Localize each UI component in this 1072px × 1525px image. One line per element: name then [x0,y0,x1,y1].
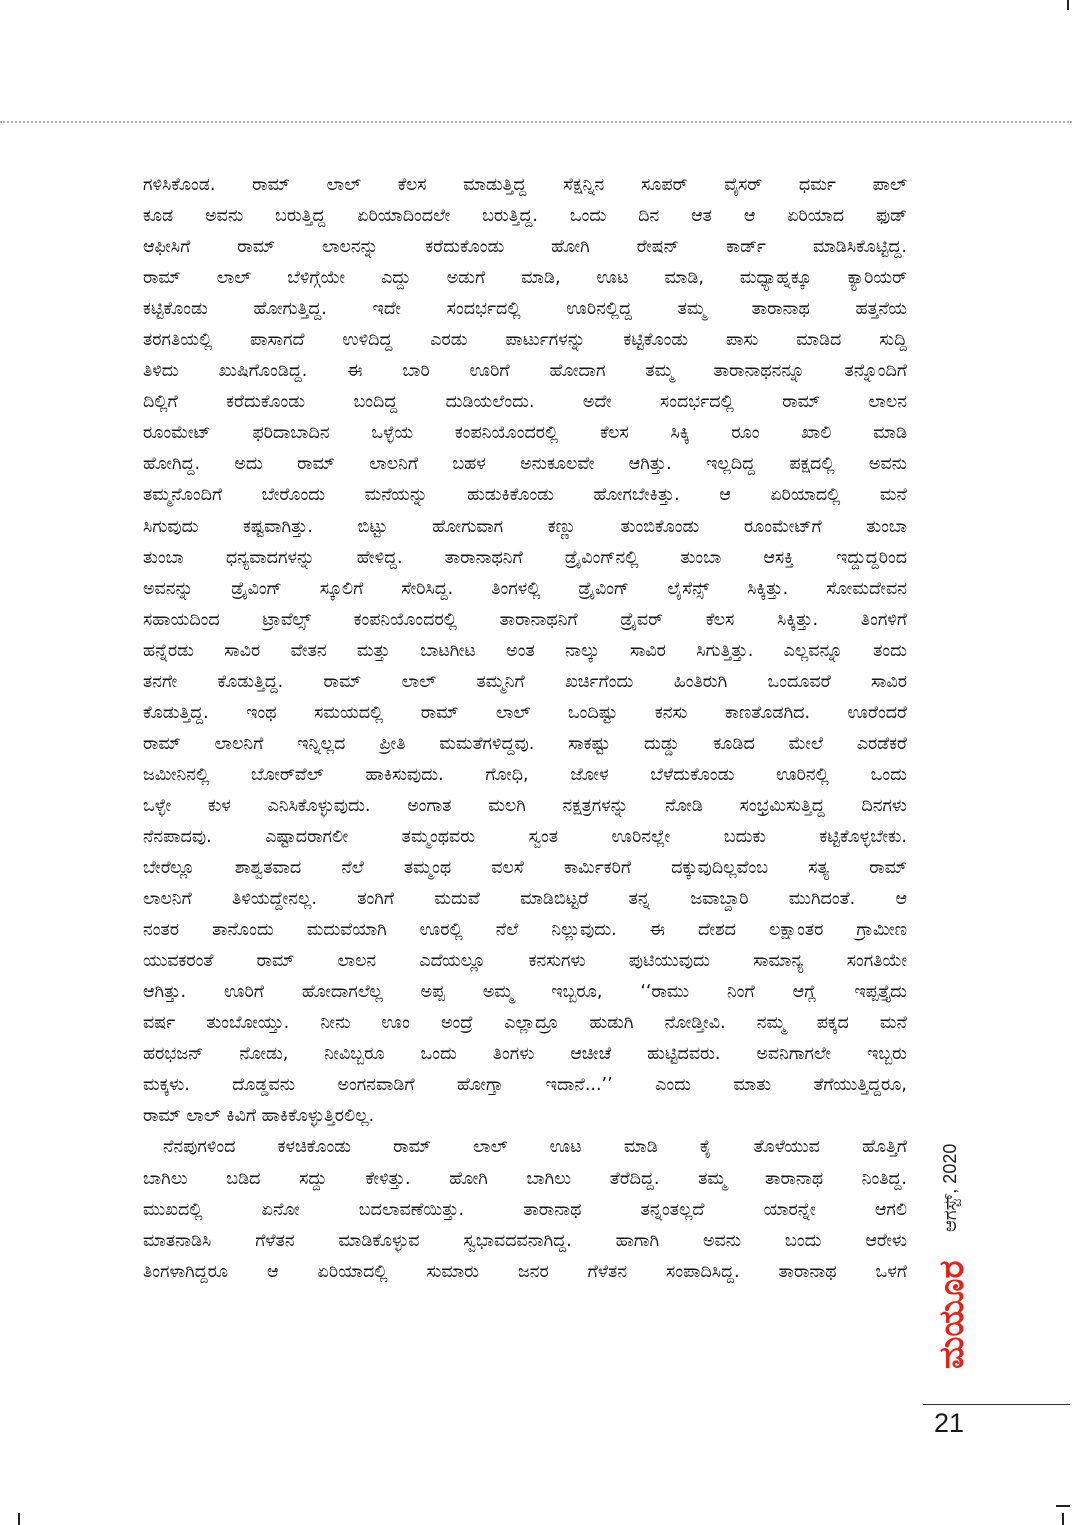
header-dotted-rule [0,121,1072,123]
text-line: ರಾಮ್ ಲಾಲನಿಗೆ ಇನ್ನಿಲ್ಲದ ಪ್ರೀತಿ ಮಮತೆಗಳಿದ್ದವು. ಸಾಕಷ್ಟು ದುಡ್ಡು ಕೂಡಿದ ಮೇಲೆ ಎರಡೆಕರೆ [143,733,907,754]
page-number: 21 [934,1408,965,1438]
text-line: ಸಹಾಯದಿಂದ ಟ್ರಾವೆಲ್ಸ್ ಕಂಪನಿಯೊಂದರಲ್ಲಿ ತಾರಾನಾಥನಿಗೆ ಡ್ರೈವರ್ ಕೆಲಸ ಸಿಕ್ಕಿತ್ತು. ತಿಂಗಳಿಗೆ [143,609,907,630]
text-line: ರಾಮ್ ಲಾಲ್ ಕಿವಿಗೆ ಹಾಕಿಕೊಳ್ಳುತ್ತಿರಲಿಲ್ಲ. [143,1106,375,1127]
crop-mark [1067,0,1069,10]
text-line: ಅವನನ್ನು ಡ್ರೈವಿಂಗ್ ಸ್ಕೂಲಿಗೆ ಸೇರಿಸಿದ್ದ. ತಿಂಗಳಲ್ಲಿ ಡ್ರೈವಿಂಗ್ ಲೈಸೆನ್ಸ್ ಸಿಕ್ಕಿತ್ತು. ಸೋಮದೇವನ [143,578,907,599]
text-line: ಹೋಗಿದ್ದ. ಅದು ರಾಮ್ ಲಾಲನಿಗೆ ಬಹಳ ಅನುಕೂಲವೇ ಆಗಿತ್ತು. ಇಲ್ಲದಿದ್ದ ಪಕ್ಷದಲ್ಲಿ ಅವನು [143,454,907,475]
crop-mark [18,1513,20,1525]
text-line: ಮುಖದಲ್ಲಿ ಏನೋ ಬದಲಾವಣೆಯಿತ್ತು. ತಾರಾನಾಥ ತನ್ನಂತಲ್ಲದೆ ಯಾರನ್ನೇ ಆಗಲಿ [143,1199,907,1220]
text-line: ಬೇರೆಲ್ಲೂ ಶಾಶ್ವತವಾದ ನೆಲೆ ತಮ್ಮಂಥ ವಲಸೆ ಕಾರ್ಮಿಕರಿಗೆ ದಕ್ಕುವುದಿಲ್ಲವೆಂಬ ಸತ್ಯ ರಾಮ್ [143,858,907,879]
text-line: ನೆನಪಾದವು. ಎಷ್ಟಾದರಾಗಲೀ ತಮ್ಮಂಥವರು ಸ್ವಂತ ಊರಿನಲ್ಲೇ ಬದುಕು ಕಟ್ಟಿಕೊಳ್ಳಬೇಕು. [143,826,907,847]
text-line: ಮಾತನಾಡಿಸಿ ಗೆಳೆತನ ಮಾಡಿಕೊಳ್ಳುವ ಸ್ವಭಾವದವನಾಗಿದ್ದ. ಹಾಗಾಗಿ ಅವನು ಬಂದು ಆರೇಳು [143,1230,907,1251]
footer-rule [923,1404,1070,1405]
text-line: ದಿಲ್ಲಿಗೆ ಕರೆದುಕೊಂಡು ಬಂದಿದ್ದ ದುಡಿಯಲೆಂದು. ಅದೇ ಸಂದರ್ಭದಲ್ಲಿ ರಾಮ್ ಲಾಲನ [143,392,907,413]
text-line: ಆಗಿತ್ತು. ಊರಿಗೆ ಹೋದಾಗಲೆಲ್ಲ ಅಪ್ಪ ಅಮ್ಮ ಇಬ್ಬರೂ, ‘‘ರಾಮು ನಿಂಗೆ ಆಗ್ಲೆ ಇಪ್ಪತ್ತೈದು [143,982,907,1003]
text-line: ಕಟ್ಟಿಕೊಂಡು ಹೋಗುತ್ತಿದ್ದ. ಇದೇ ಸಂದರ್ಭದಲ್ಲಿ ಊರಿನಲ್ಲಿದ್ದ ತಮ್ಮ ತಾರಾನಾಥ ಹತ್ತನೆಯ [143,299,907,320]
text-line: ತಿಂಗಳಾಗಿದ್ದರೂ ಆ ಏರಿಯಾದಲ್ಲಿ ಸುಮಾರು ಜನರ ಗೆಳೆತನ ಸಂಪಾದಿಸಿದ್ದ. ತಾರಾನಾಥ ಒಳಗೆ [143,1261,907,1282]
text-line: ರಾಮ್ ಲಾಲ್ ಬೆಳಿಗ್ಗೆಯೇ ಎದ್ದು ಅಡುಗೆ ಮಾಡಿ, ಊಟ ಮಾಡಿ, ಮಧ್ಯಾಹ್ನಕ್ಕೂ ಕ್ಯಾರಿಯರ್ [143,268,907,289]
crop-mark [1062,1513,1064,1525]
article-body [143,170,907,1288]
text-line: ತಿಳಿದು ಖುಷಿಗೊಂಡಿದ್ದ. ಈ ಬಾರಿ ಊರಿಗೆ ಹೋದಾಗ ತಮ್ಮ ತಾರಾನಾಥನನ್ನೂ ತನ್ನೊಂದಿಗೆ [143,361,907,382]
magazine-logo: ಮಯೂರ [932,1260,972,1370]
text-line: ತುಂಬಾ ಧನ್ಯವಾದಗಳನ್ನು ಹೇಳಿದ್ದ. ತಾರಾನಾಥನಿಗೆ ಡ್ರೈವಿಂಗ್‌ನಲ್ಲಿ ತುಂಬಾ ಆಸಕ್ತಿ ಇದ್ದುದ್ದರಿಂದ [143,547,907,568]
text-line: ಮಕ್ಕಳು. ದೊಡ್ಡವನು ಅಂಗನವಾಡಿಗೆ ಹೋಗ್ತಾ ಇದಾನೆ...’’ ಎಂದು ಮಾತು ತೆಗೆಯುತ್ತಿದ್ದರೂ, [143,1075,907,1096]
text-line: ಬಾಗಿಲು ಬಡಿದ ಸದ್ದು ಕೇಳಿತ್ತು. ಹೋಗಿ ಬಾಗಿಲು ತೆರೆದಿದ್ದ. ತಮ್ಮ ತಾರಾನಾಥ ನಿಂತಿದ್ದ. [143,1168,907,1189]
text-line: ಯುವಕರಂತೆ ರಾಮ್ ಲಾಲನ ಎದೆಯಲ್ಲೂ ಕನಸುಗಳು ಪುಟಿಯುವುದು ಸಾಮಾನ್ಯ ಸಂಗತಿಯೇ [143,951,907,972]
issue-date: ಆಗಸ್ಟ್, 2020 [940,1143,960,1232]
text-line: ಗಳಿಸಿಕೊಂಡ. ರಾಮ್ ಲಾಲ್ ಕೆಲಸ ಮಾಡುತ್ತಿದ್ದ ಸೆಕ್ಷನ್ನಿನ ಸೂಪರ್ ವೈಸರ್ ಧರ್ಮ ಪಾಲ್ [143,175,907,195]
text-line: ವರ್ಷ ತುಂಬೋಯ್ತು. ನೀನು ಊಂ ಅಂದ್ರೆ ಎಲ್ಲಾದ್ರೂ ಹುಡುಗಿ ನೋಡ್ತೀವಿ. ನಮ್ಮ ಪಕ್ಕದ ಮನೆ [143,1013,907,1034]
text-line: ಜಮೀನಿನಲ್ಲಿ ಬೋರ್‌ವೆಲ್ ಹಾಕಿಸುವುದು. ಗೋಧಿ, ಜೋಳ ಬೆಳೆದುಕೊಂಡು ಊರಿನಲ್ಲಿ ಒಂದು [143,764,907,785]
text-line: ಒಳ್ಳೇ ಕುಳ ಎನಿಸಿಕೊಳ್ಳುವುದು. ಅಂಗಾತ ಮಲಗಿ ನಕ್ಷತ್ರಗಳನ್ನು ನೋಡಿ ಸಂಭ್ರಮಿಸುತ್ತಿದ್ದ ದಿನಗಳು [143,795,907,816]
text-line: ತನಗೇ ಕೊಡುತ್ತಿದ್ದ. ರಾಮ್ ಲಾಲ್ ತಮ್ಮನಿಗೆ ಖರ್ಚಿಗೆಂದು ಹಿಂತಿರುಗಿ ಒಂದೂವರೆ ಸಾವಿರ [143,671,907,692]
text-line: ನೆನಪುಗಳಿಂದ ಕಳಚಿಕೊಂಡು ರಾಮ್ ಲಾಲ್ ಊಟ ಮಾಡಿ ಕೈ ತೊಳೆಯುವ ಹೊತ್ತಿಗೆ [163,1137,907,1158]
text-line: ಕೊಡುತ್ತಿದ್ದ. ಇಂಥ ಸಮಯದಲ್ಲಿ ರಾಮ್ ಲಾಲ್ ಒಂದಿಷ್ಟು ಕನಸು ಕಾಣತೊಡಗಿದ. ಊರೆಂದರೆ [143,702,907,723]
text-line: ಹನ್ನೆರಡು ಸಾವಿರ ವೇತನ ಮತ್ತು ಬಾಟಗೀಟ ಅಂತ ನಾಲ್ಕು ಸಾವಿರ ಸಿಗುತ್ತಿತ್ತು. ಎಲ್ಲವನ್ನೂ ತಂದು [143,640,907,661]
text-line: ಲಾಲನಿಗೆ ತಿಳಿಯದ್ದೇನಲ್ಲ. ತಂಗಿಗೆ ಮದುವೆ ಮಾಡಿಬಿಟ್ಟರೆ ತನ್ನ ಜವಾಬ್ದಾರಿ ಮುಗಿದಂತೆ. ಆ [143,889,907,910]
text-line: ಹರಭಜನ್ ನೋಡು, ನೀವಿಬ್ಬರೂ ಒಂದು ತಿಂಗಳು ಆಚೀಚೆ ಹುಟ್ಟಿದವರು. ಅವನಿಗಾಗಲೇ ಇಬ್ಬರು [143,1044,907,1065]
text-line: ಆಫೀಸಿಗೆ ರಾಮ್ ಲಾಲನನ್ನು ಕರೆದುಕೊಂಡು ಹೋಗಿ ರೇಷನ್ ಕಾರ್ಡ್ ಮಾಡಿಸಿಕೊಟ್ಟಿದ್ದ. [143,237,907,258]
text-line: ತರಗತಿಯಲ್ಲಿ ಪಾಸಾಗದೆ ಉಳಿದಿದ್ದ ಎರಡು ಪಾರ್ಟುಗಳನ್ನು ಕಟ್ಟಿಕೊಂಡು ಪಾಸು ಮಾಡಿದ ಸುದ್ದಿ [143,330,907,351]
text-line: ಕೂಡ ಅವನು ಬರುತ್ತಿದ್ದ ಏರಿಯಾದಿಂದಲೇ ಬರುತ್ತಿದ್ದ. ಒಂದು ದಿನ ಆತ ಆ ಏರಿಯಾದ ಫುಡ್ [143,206,907,227]
text-line: ಸಿಗುವುದು ಕಷ್ಟವಾಗಿತ್ತು. ಬಿಟ್ಟು ಹೋಗುವಾಗ ಕಣ್ಣು ತುಂಬಿಕೊಂಡು ರೂಂಮೇಟ್‌ಗೆ ತುಂಬಾ [143,516,907,537]
text-line: ನಂತರ ತಾನೊಂದು ಮದುವೆಯಾಗಿ ಊರಲ್ಲಿ ನೆಲೆ ನಿಲ್ಲುವುದು. ಈ ದೇಶದ ಲಕ್ಷಾಂತರ ಗ್ರಾಮೀಣ [143,920,907,941]
text-line: ತಮ್ಮನೊಂದಿಗೆ ಬೇರೊಂದು ಮನೆಯನ್ನು ಹುಡುಕಿಕೊಂಡು ಹೋಗಬೇಕಿತ್ತು. ಆ ಏರಿಯಾದಲ್ಲಿ ಮನೆ [143,485,907,506]
crop-mark [1056,1505,1070,1507]
text-line: ರೂಂಮೇಟ್ ಫರಿದಾಬಾದಿನ ಒಳ್ಳೆಯ ಕಂಪನಿಯೊಂದರಲ್ಲಿ ಕೆಲಸ ಸಿಕ್ಕಿ ರೂಂ ಖಾಲಿ ಮಾಡಿ [143,423,907,444]
